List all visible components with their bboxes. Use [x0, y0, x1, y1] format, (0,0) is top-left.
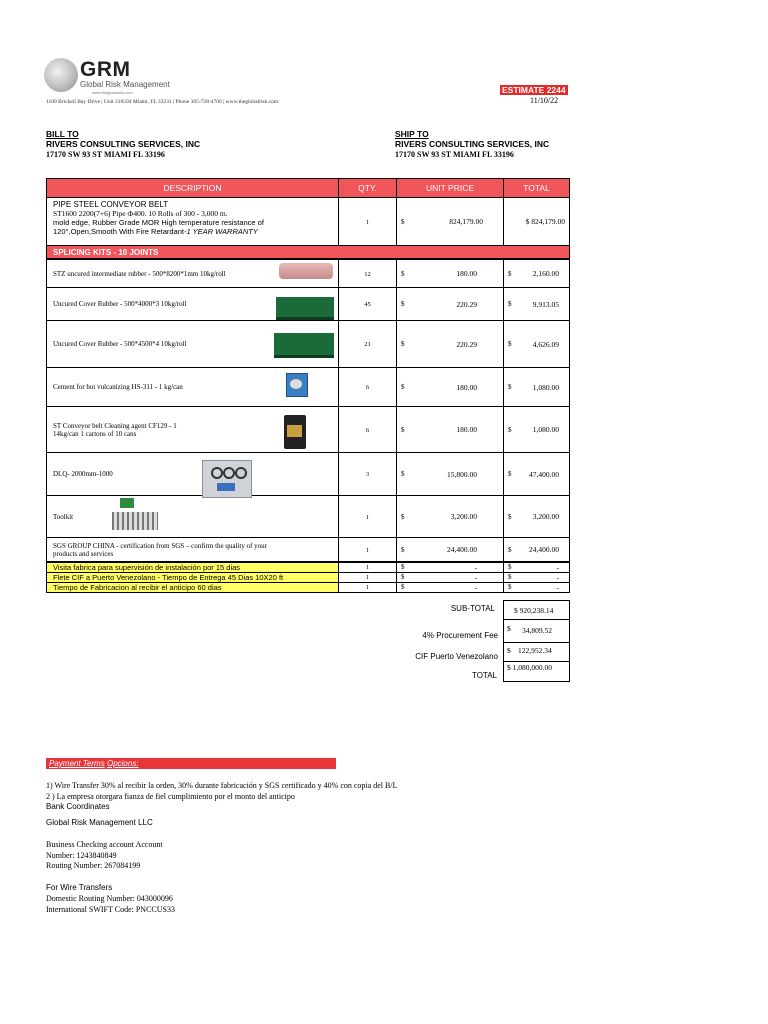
ship-to-label: SHIP TO: [395, 129, 429, 139]
currency-sign: $: [401, 470, 405, 478]
item-description: [46, 495, 339, 538]
logo-subtitle: Global Risk Management: [80, 80, 170, 89]
item-unit-price-cell: [396, 452, 504, 496]
total-value: $ 1,080,000.00: [503, 661, 570, 682]
item-qty: 1: [338, 495, 397, 538]
account-number: Number: 1243840849: [46, 851, 117, 860]
item-unit-price: 220.29: [456, 339, 477, 349]
yellow-item-unit-price: -: [474, 583, 477, 592]
item-total-cell: [503, 259, 570, 288]
header-qty: QTY.: [338, 178, 397, 198]
item-description-text: SGS GROUP CHINA - certification from SGS – confirm the quality of your: [53, 541, 267, 550]
domestic-routing: Domestic Routing Number: 043000096: [46, 894, 173, 903]
company-logo: [44, 58, 174, 98]
item-unit-price-cell: [396, 259, 504, 288]
cif-value: 122,952.34: [518, 646, 552, 655]
main-item-total: $ 824,179.00: [525, 217, 565, 226]
bank-coordinates-label: Bank Coordinates: [46, 802, 110, 811]
total-label: TOTAL: [471, 671, 497, 680]
ship-to-address: 17170 SW 93 ST MIAMI FL 33196: [395, 150, 514, 159]
header-unit-price: UNIT PRICE: [396, 178, 504, 198]
bill-to-name: RIVERS CONSULTING SERVICES, INC: [46, 139, 201, 149]
item-description-text: ST Conveyor belt Cleaning agent CF129 - 1: [53, 421, 177, 430]
payment-terms-prefix: Payment Terms: [49, 759, 105, 768]
yellow-item-total: -: [556, 583, 559, 592]
item-total: 1,080.00: [532, 382, 559, 392]
main-item-unit-price-cell: [396, 197, 504, 246]
currency-sign: $: [401, 300, 405, 308]
payment-line-2: 2 ) La empresa otorgara fianza de fiel cumplimiento por el monto del anticipo: [46, 792, 295, 801]
item-qty: 12: [338, 259, 397, 288]
currency-sign: $: [508, 470, 512, 478]
currency-sign: $: [508, 300, 512, 308]
item-total-cell: [503, 406, 570, 453]
yellow-item-qty: 1: [338, 572, 397, 583]
currency-sign: $: [401, 563, 405, 571]
item-total-cell: [503, 287, 570, 321]
item-total: 1,080.00: [532, 425, 559, 434]
toolkit-image: [112, 498, 158, 532]
main-item-line4: 120°,Open,Smooth With Fire Retardant: [53, 227, 184, 236]
currency-sign: $: [508, 583, 512, 591]
item-total-cell: [503, 537, 570, 562]
currency-sign: $: [401, 573, 405, 581]
currency-sign: $: [508, 545, 512, 554]
bank-name: Global Risk Management LLC: [46, 818, 153, 827]
item-unit-price: 180.00: [456, 269, 477, 278]
item-unit-price-cell: [396, 495, 504, 538]
item-description-text: Uncured Cover Rubber - 500*4000*3 10kg/roll: [53, 300, 187, 308]
yellow-item-qty: 1: [338, 582, 397, 593]
item-qty: 6: [338, 406, 397, 453]
item-unit-price: 24,400.00: [447, 545, 477, 554]
item-unit-price-cell: [396, 367, 504, 407]
section-splicing-kits: SPLICING KITS - 10 JOINTS: [46, 245, 570, 259]
wire-transfers-label: For Wire Transfers: [46, 883, 113, 892]
currency-sign: $: [401, 217, 405, 226]
procurement-fee-value: 34,809.52: [522, 626, 552, 635]
item-total: 4,626.09: [532, 339, 559, 349]
main-item-line3: mold edge, Rubber Grade MOR High temperature resistance of: [53, 218, 264, 227]
currency-sign: $: [508, 269, 512, 278]
ship-to-name: RIVERS CONSULTING SERVICES, INC: [395, 139, 550, 149]
item-unit-price: 3,200.00: [450, 512, 477, 521]
currency-sign: $: [401, 425, 405, 434]
main-item-unit-price: 824,179.00: [449, 217, 483, 226]
account-type: Business Checking account Account: [46, 840, 163, 849]
logo-text: GRM: [80, 58, 131, 81]
cif-label: CIF Puerto Venezolano: [415, 652, 498, 661]
currency-sign: $: [401, 269, 405, 278]
item-unit-price: 15,800.00: [447, 469, 477, 479]
item-unit-price-cell: [396, 320, 504, 368]
item-description-text: STZ uncured intermediate rubber - 500*8200*1mm 10kg/roll: [53, 269, 226, 278]
item-unit-price: 180.00: [456, 425, 477, 434]
main-item-total-cell: [503, 197, 570, 246]
currency-sign: $: [508, 383, 512, 391]
dlq-machine-image: [202, 460, 252, 498]
yellow-item-description: Tiempo de Fabricacion al recibir el anticipo 60 dias: [46, 582, 339, 593]
cover-rubber-image: [276, 297, 334, 320]
currency-sign: $: [508, 573, 512, 581]
item-description: [46, 537, 339, 562]
estimate-date: 11/10/22: [530, 96, 559, 105]
item-total-cell: [503, 495, 570, 538]
main-item-qty: 1: [338, 197, 397, 246]
item-total-cell: [503, 367, 570, 407]
yellow-item-unit-price: -: [474, 573, 477, 582]
yellow-item-qty: 1: [338, 562, 397, 573]
item-qty: 3: [338, 452, 397, 496]
currency-sign: $: [401, 383, 405, 391]
item-description-text: Toolkit: [53, 512, 74, 521]
main-item-line2: ST1600 2200(7+6) Pipe Ф400. 10 Rolls of 300 - 3,000 m.: [53, 209, 228, 218]
main-item-line1: PIPE STEEL CONVEYOR BELT: [53, 200, 169, 209]
item-qty: 6: [338, 367, 397, 407]
logo-site: www.theglobalrisk.com: [92, 90, 133, 95]
yellow-item-total-cell: [503, 582, 570, 593]
cement-can-image: [286, 373, 308, 397]
item-qty: 45: [338, 287, 397, 321]
item-description: [46, 452, 339, 496]
item-description-text-2: products and services: [53, 549, 114, 558]
item-total: 47,400.00: [529, 469, 559, 479]
item-total-cell: [503, 452, 570, 496]
routing-number: Routing Number: 267084199: [46, 861, 141, 870]
payment-line-1: 1) Wire Transfer 30% al recibir la orden, 30% durante fabricación y SGS certificado y 40% con copia del B/L: [46, 781, 398, 790]
yellow-item-description: Flete CIF a Puerto Venezolano - Tiempo de Entrega 45 Dias 10X20 ft: [46, 572, 339, 583]
subtotal-value: $ 920,238.14: [503, 600, 570, 620]
currency-sign: $: [401, 512, 405, 521]
currency-sign: $: [508, 340, 512, 348]
yellow-item-unit-price: -: [474, 563, 477, 572]
cif-cell: [503, 642, 570, 662]
bill-to-label: BILL TO: [46, 129, 79, 139]
item-unit-price-cell: [396, 537, 504, 562]
currency-sign: $: [401, 545, 405, 554]
item-total-cell: [503, 320, 570, 368]
item-unit-price: 220.29: [456, 299, 477, 309]
payment-terms-rest: Opcions:: [106, 759, 139, 768]
item-qty: 1: [338, 537, 397, 562]
currency-sign: $: [508, 563, 512, 571]
item-total: 2,160.00: [532, 269, 559, 278]
item-unit-price-cell: [396, 406, 504, 453]
currency-sign: $: [507, 624, 511, 633]
item-description-text: Uncured Cover Rubber - 500*4500*4 10kg/roll: [53, 340, 187, 348]
rubber-roll-image: [279, 263, 333, 279]
subtotal-label: SUB-TOTAL: [450, 604, 495, 613]
payment-terms-title: [46, 758, 336, 769]
item-total: 9,913.05: [532, 299, 559, 309]
currency-sign: $: [508, 425, 512, 434]
estimate-number: ESTIMATE 2244: [502, 85, 566, 95]
currency-sign: $: [507, 646, 511, 655]
main-item-warranty: -1 YEAR WARRANTY: [183, 227, 258, 236]
header-total: TOTAL: [503, 178, 570, 198]
item-description-text: Cement for hot vulcanizing HS-311 - 1 kg/can: [53, 383, 183, 391]
item-description-text: DLQ- 2000mm-1000: [53, 470, 113, 478]
yellow-item-total: -: [556, 563, 559, 572]
cleaning-agent-image: [284, 415, 306, 449]
bill-to-address: 17170 SW 93 ST MIAMI FL 33196: [46, 150, 165, 159]
procurement-fee-cell: [503, 619, 570, 643]
globe-icon: [44, 58, 78, 92]
cover-rubber-image-2: [274, 333, 334, 358]
item-qty: 21: [338, 320, 397, 368]
yellow-item-unit-cell: [396, 582, 504, 593]
item-unit-price: 180.00: [456, 382, 477, 392]
currency-sign: $: [401, 340, 405, 348]
company-address: 1100 Brickell Bay Drive | Unit 310594 Miami, FL 33231 | Phone 305-728-4700 | www.theglobalrisk.com: [46, 99, 279, 105]
yellow-item-total: -: [556, 573, 559, 582]
swift-code: International SWIFT Code: PNCCUS33: [46, 905, 175, 914]
item-total: 3,200.00: [532, 512, 559, 521]
main-item-description: [46, 197, 339, 246]
currency-sign: $: [401, 583, 405, 591]
item-unit-price-cell: [396, 287, 504, 321]
item-total: 24,400.00: [529, 545, 559, 554]
item-description-text-2: 14kg/can 1 cartons of 10 cans: [53, 429, 137, 438]
yellow-item-description: Visita fabrica para supervisión de instalación por 15 dias: [46, 562, 339, 573]
header-description: DESCRIPTION: [46, 178, 339, 198]
currency-sign: $: [508, 512, 512, 521]
procurement-fee-label: 4% Procurement Fee: [422, 631, 498, 640]
